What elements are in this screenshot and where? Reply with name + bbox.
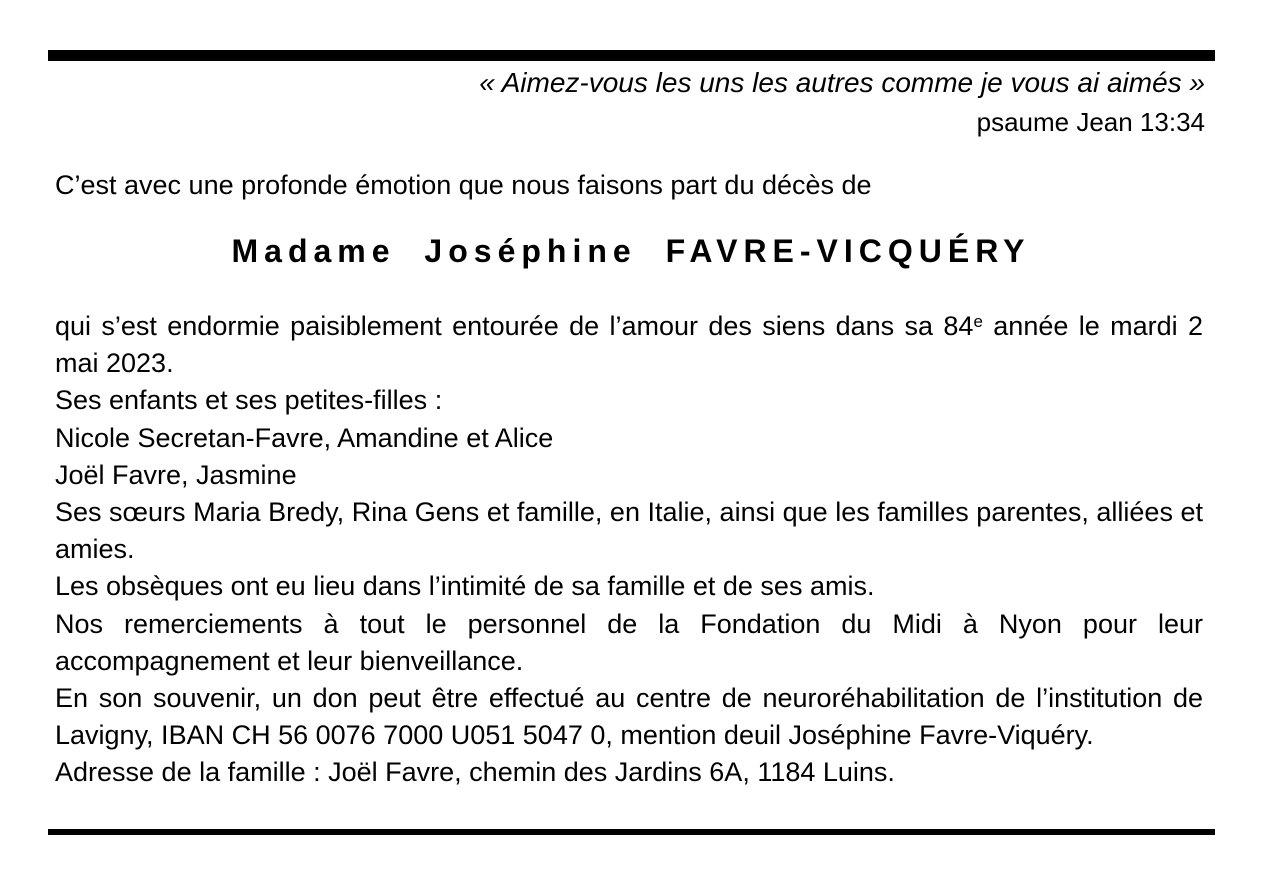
paragraph-funeral: Les obsèques ont eu lieu dans l’intimité de sa famille et de ses amis.	[55, 571, 875, 602]
paragraph-children-1: Nicole Secretan-Favre, Amandine et Alice	[55, 422, 554, 453]
notice-body	[55, 308, 1203, 792]
epigraph-quote: « Aimez-vous les uns les autres comme je vous ai aimés »	[479, 67, 1205, 98]
paragraph-family-address: Adresse de la famille : Joël Favre, chemin des Jardins 6A, 1184 Luins.	[55, 757, 895, 788]
ordinal-superscript: e	[973, 312, 983, 332]
paragraph-sisters-families: Ses sœurs Maria Bredy, Rina Gens et famille, en Italie, ainsi que les familles parentes, alliées et amies.	[55, 497, 1203, 565]
paragraph-death-details	[55, 308, 1203, 382]
paragraph-family-intro: Ses enfants et ses petites-filles :	[55, 385, 443, 416]
paragraph-death-details-text-after: année le mardi 2 mai 2023.	[55, 311, 1203, 379]
paragraph-children-2: Joël Favre, Jasmine	[55, 459, 297, 490]
paragraph-death-details-text-before: qui s’est endormie paisiblement entourée de l’amour des siens dans sa 84	[55, 311, 974, 341]
top-rule	[48, 50, 1215, 61]
epigraph	[55, 66, 1205, 137]
paragraph-thanks: Nos remerciements à tout le personnel de la Fondation du Midi à Nyon pour leur accompagnement et leur bienveillance.	[55, 608, 1203, 676]
bottom-rule	[48, 829, 1215, 835]
intro-line: C’est avec une profonde émotion que nous faisons part du décès de	[55, 170, 872, 200]
deceased-name-heading: Madame Joséphine FAVRE-VICQUÉRY	[231, 233, 1031, 269]
paragraph-donation: En son souvenir, un don peut être effectué au centre de neuroréhabilitation de l’institution de Lavigny, IBAN CH 56 0076 7000 U051 5047 0, mention deuil Joséphine Favre-Viquéry.	[55, 683, 1203, 751]
epigraph-attribution: psaume Jean 13:34	[976, 107, 1205, 137]
